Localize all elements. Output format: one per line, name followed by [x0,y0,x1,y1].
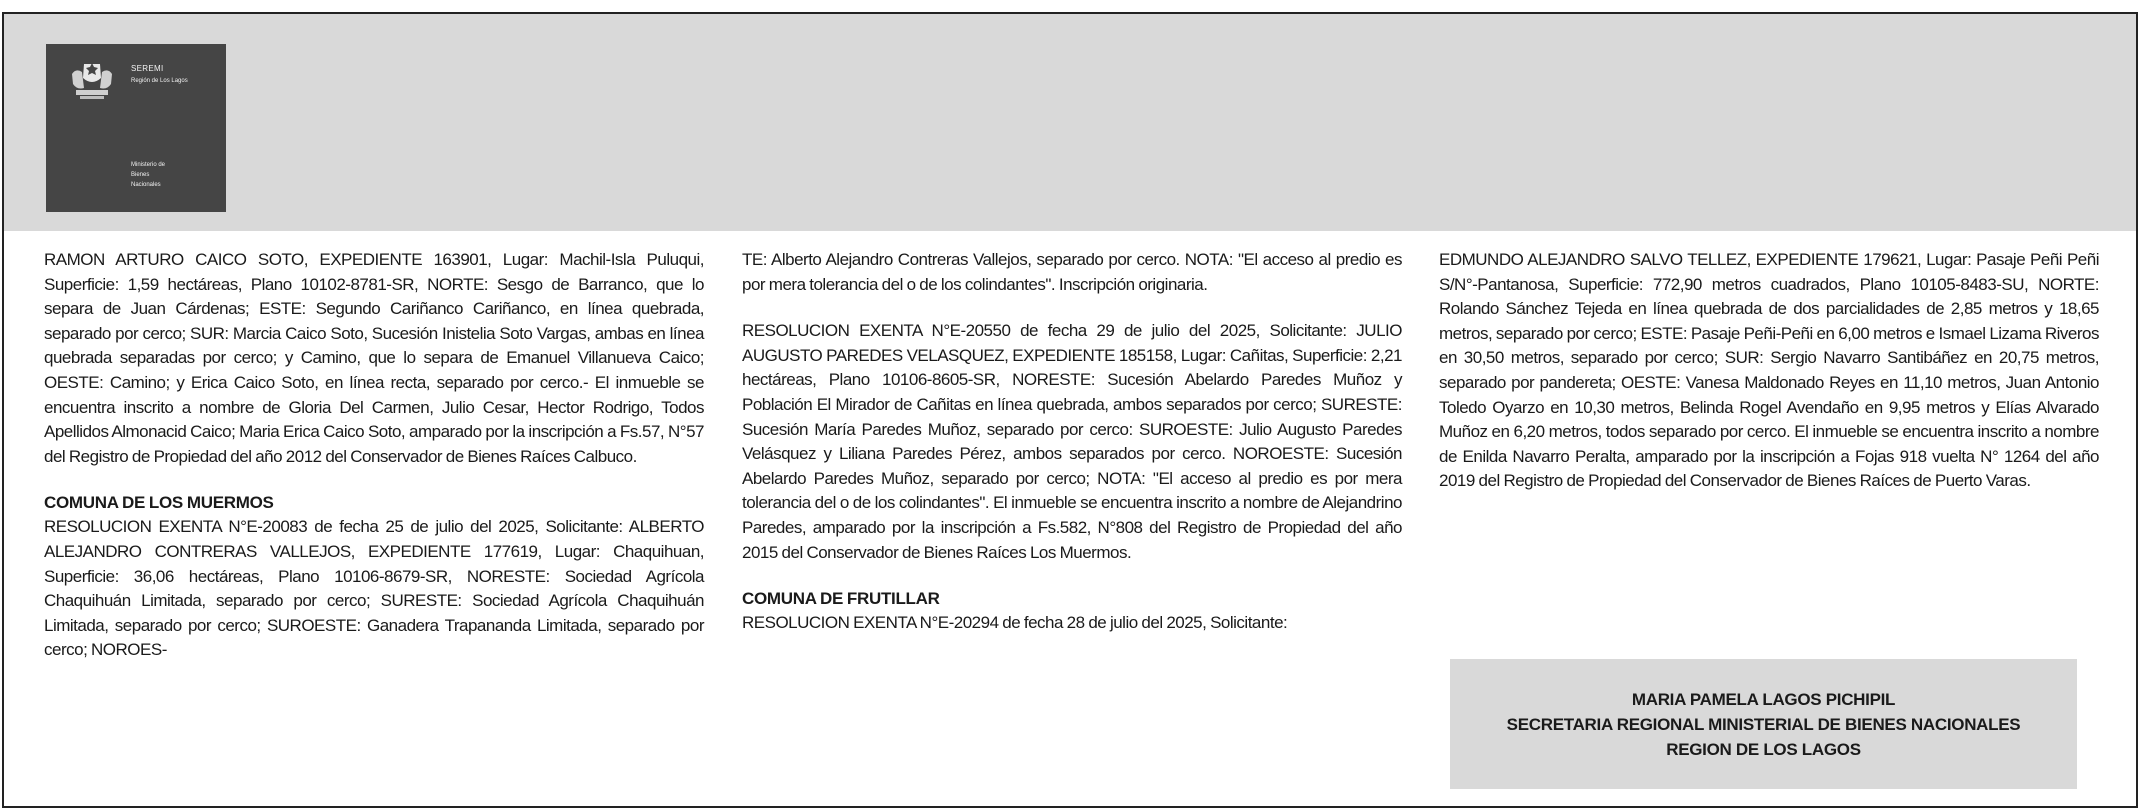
logo-ministry-line: Ministerio de [131,162,166,168]
notice-paragraph: EDMUNDO ALEJANDRO SALVO TELLEZ, EXPEDIENTE 179621, Lugar: Pasaje Peñi Peñi S/N°-Pantanosa, Superficie: 772,90 metros cuadrados, Plano 10105-8483-SU, NORTE: Rolando Sánchez Tejeda en línea quebrada de dos parcialidades de 2,85 metros y 18,65 metros, separado por cerco; ESTE: Pasaje Peñi-Peñi en 6,00 metros e Ismael Lizama Riveros en 30,50 metros, separado por cerco; SUR: Sergio Navarro Santibáñez en 20,75 metros, separado por pandereta; OESTE: Vanesa Maldonado Reyes en 11,10 metros, Juan Antonio Toledo Oyarzo en 10,30 metros, Belinda Rogel Avendaño en 9,95 metros y Elías Alvarado Muñoz en 6,20 metros, todos separado por cerco. El inmueble se encuentra inscrito a nombre de Enilda Navarro Peralta, amparado por la inscripción a Fojas 918 vuelta N° 1264 del año 2019 del Registro de Propiedad del Conservador de Bienes Raíces de Puerto Varas. [1439,250,2099,491]
signatory-name: MARIA PAMELA LAGOS PICHIPIL [1631,689,1896,709]
notice-paragraph: RESOLUCION EXENTA N°E-20083 de fecha 25 de julio del 2025, Solicitante: ALBERTO ALEJANDRO CONTRERAS VALLEJOS, EXPEDIENTE 177619, Lugar: Chaquihuan, Superficie: 36,06 hectáreas, Plano 10106-8679-SR, NORESTE: Sociedad Agrícola Chaquihuán Limitada, separado por cerco; SURESTE: Sociedad Agrícola Chaquihuán Limitada, separado por cerco; SUROESTE: Ganadera Trapananda Limitada, separado por cerco; NOROES- [44,517,704,660]
logo-ministry [131,160,165,190]
logo-ministry-line: Nacionales [131,182,161,188]
text-column-2 [742,248,1402,636]
signatory-region: REGION DE LOS LAGOS [1666,739,1861,759]
seremi-logo [46,44,226,212]
logo-region: Región de Los Lagos [131,78,188,84]
notice-paragraph: TE: Alberto Alejandro Contreras Vallejos, separado por cerco. NOTA: "El acceso al predio es por mera tolerancia del o de los colindantes". Inscripción originaria. [742,250,1402,294]
section-heading: COMUNA DE LOS MUERMOS [44,493,274,513]
notice-paragraph: RESOLUCION EXENTA N°E-20294 de fecha 28 de julio del 2025, Solicitante: [742,613,1288,633]
signatory-role: SECRETARIA REGIONAL MINISTERIAL DE BIENES NACIONALES [1506,714,2021,734]
logo-title: SEREMI [131,64,164,73]
notice-paragraph: RAMON ARTURO CAICO SOTO, EXPEDIENTE 163901, Lugar: Machil-Isla Puluqui, Superficie: 1,59 hectáreas, Plano 10102-8781-SR, NORTE: Sesgo de Barranco, que lo separa de Juan Cárdenas; ESTE: Segundo Cariñanco Cariñanco, en línea quebrada, separado por cerco; SUR: Marcia Caico Soto, Sucesión Inistelia Soto Vargas, ambas en línea quebrada separadas por cerco; y Camino, que lo separa de Emanuel Villanueva Caico; OESTE: Camino; y Erica Caico Soto, en línea recta, separado por cerco.- El inmueble se encuentra inscrito a nombre de Gloria Del Carmen, Julio Cesar, Hector Rodrigo, Todos Apellidos Almonacid Caico; Maria Erica Caico Soto, amparado por la inscripción a Fs.57, N°57 del Registro de Propiedad del año 2012 del Conservador de Bienes Raíces Calbuco. [44,250,704,466]
logo-ministry-line: Bienes [131,172,150,178]
text-column-1 [44,248,704,663]
notice-paragraph: RESOLUCION EXENTA N°E-20550 de fecha 29 de julio del 2025, Solicitante: JULIO AUGUSTO PAREDES VELASQUEZ, EXPEDIENTE 185158, Lugar: Cañitas, Superficie: 2,21 hectáreas, Plano 10106-8605-SR, NORESTE: Sucesión Abelardo Paredes Muñoz y Población El Mirador de Cañitas en línea quebrada, ambos separados por cerco; SURESTE: Sucesión María Paredes Muñoz, separado por cerco: SUROESTE: Julio Augusto Paredes Velásquez y Liliana Paredes Pérez, ambos separados por cerco. NOROESTE: Sucesión Abelardo Paredes Muñoz, separado por cerco; NOTA: "El acceso al predio es por mera tolerancia del o de los colindantes". El inmueble se encuentra inscrito a nombre de Alejandrino Paredes, amparado por la inscripción a Fs.582, N°808 del Registro de Propiedad del año 2015 del Conservador de Bienes Raíces Los Muermos. [742,321,1402,562]
text-column-3 [1439,248,2099,494]
signature-box [1450,659,2077,789]
notice-frame [2,12,2138,808]
chilean-coat-of-arms-icon [68,60,116,102]
header-banner [4,14,2136,231]
section-heading: COMUNA DE FRUTILLAR [742,589,940,609]
